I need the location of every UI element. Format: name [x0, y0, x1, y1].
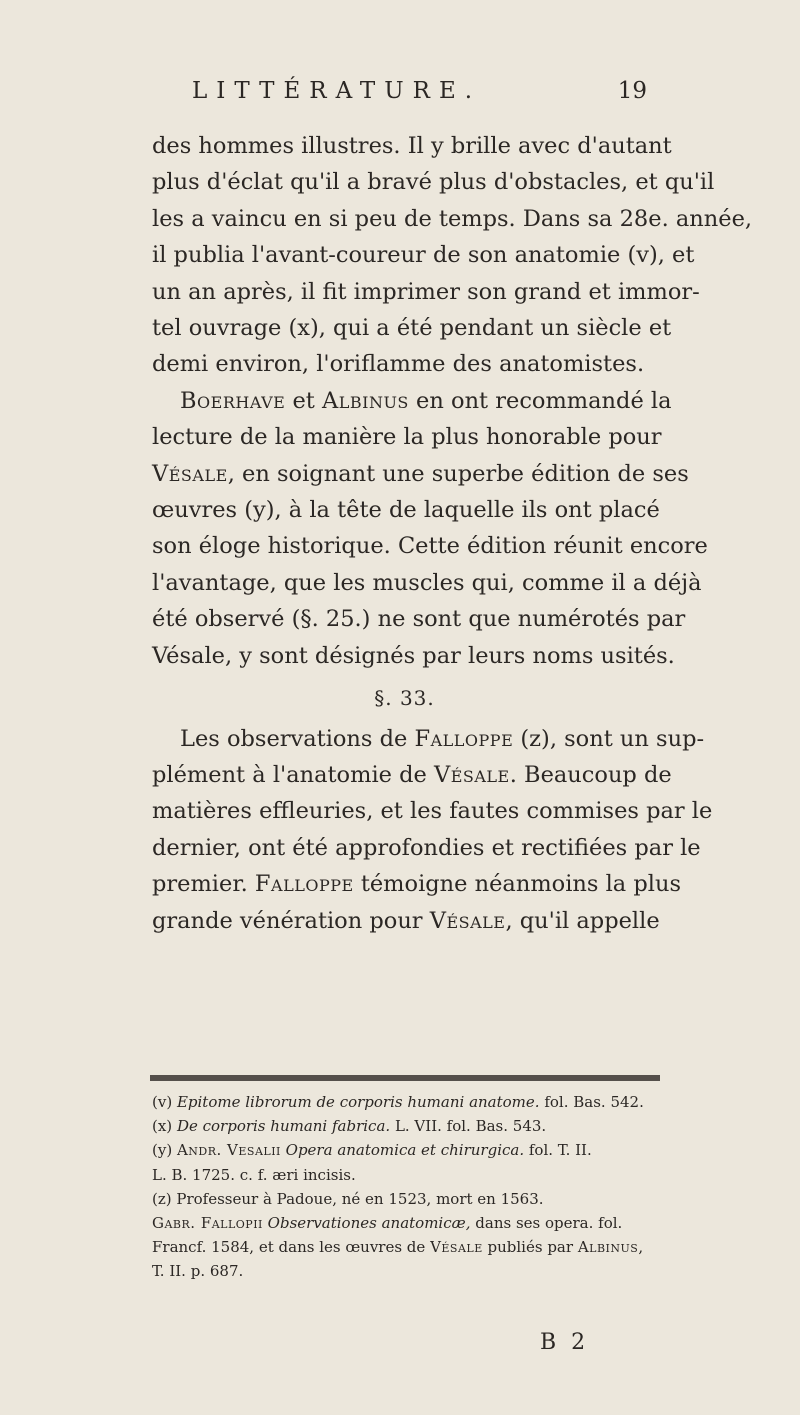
- footnote-title: Epitome librorum de corporis humani anatome.: [176, 1093, 540, 1111]
- page-header: [192, 78, 647, 118]
- text-fragment: Francf. 1584, et dans les œuvres de: [152, 1238, 431, 1257]
- footnote-x: [152, 1114, 657, 1138]
- footnote-title: Opera anatomica et chirurgica.: [280, 1141, 525, 1160]
- text-line: l'avantage, que les muscles qui, comme il a déjà: [152, 569, 702, 596]
- footnote-mark: (y): [152, 1141, 177, 1160]
- text-line: plus d'éclat qu'il a bravé plus d'obstacles, et qu'il: [152, 169, 715, 196]
- text-fragment: , qu'il appelle: [505, 907, 660, 934]
- footnotes: [152, 1090, 657, 1284]
- author-name: Albinus: [322, 387, 409, 414]
- text-line: son éloge historique. Cette édition réunit encore: [152, 533, 708, 560]
- footnote-ref: L. VII. fol. Bas. 543.: [390, 1117, 547, 1136]
- text-line: [152, 757, 672, 793]
- text-line: un an après, il fit imprimer son grand et immor-: [152, 278, 700, 305]
- text-fragment: (z), sont un sup-: [513, 725, 705, 752]
- author-name: Vésale: [429, 907, 506, 934]
- text-line: lecture de la manière la plus honorable pour: [152, 424, 662, 451]
- text-line: dernier, ont été approfondies et rectifiées par le: [152, 834, 701, 861]
- text-line: [152, 866, 681, 902]
- text-line: des hommes illustres. Il y brille avec d'autant: [152, 133, 672, 159]
- author-name: Vésale: [430, 1238, 483, 1257]
- text-fragment: grande vénération pour: [152, 907, 430, 934]
- text-line: demi environ, l'oriflamme des anatomistes.: [152, 351, 645, 378]
- text-fragment: et: [285, 387, 322, 414]
- text-line: œuvres (y), à la tête de laquelle ils ont placé: [152, 497, 660, 524]
- author-name: Albinus: [577, 1238, 639, 1257]
- footnote-divider: [150, 1075, 660, 1081]
- text-line: [152, 456, 689, 492]
- running-title: LITTÉRATURE.: [192, 78, 482, 104]
- text-fragment: plément à l'anatomie de: [152, 761, 434, 788]
- text-fragment: ,: [638, 1238, 644, 1257]
- text-fragment: publiés par: [482, 1238, 578, 1257]
- page-number: 19: [617, 78, 647, 104]
- footnote-author: Andr. Vesalii: [176, 1141, 281, 1160]
- footnote-title: De corporis humani fabrica.: [176, 1117, 391, 1136]
- signature-mark: B 2: [540, 1330, 590, 1355]
- text-fragment: , en soignant une superbe édition de ses: [227, 460, 689, 487]
- footnote-mark: (x): [152, 1117, 177, 1136]
- text-line: matières effleuries, et les fautes commises par le: [152, 798, 713, 825]
- text-line: tel ouvrage (x), qui a été pendant un siècle et: [152, 315, 672, 342]
- text-fragment: . Beaucoup de: [509, 761, 672, 788]
- text-line: [152, 903, 660, 939]
- author-name: Vésale: [152, 460, 228, 487]
- footnote-z-cont: [152, 1211, 657, 1235]
- text-line: Vésale, y sont désignés par leurs noms usités.: [152, 642, 675, 669]
- text-fragment: Les observations de: [180, 725, 415, 752]
- text-line: [152, 383, 672, 419]
- footnote-y: [152, 1138, 657, 1162]
- footnote-z: (z) Professeur à Padoue, né en 1523, mort en 1563.: [152, 1189, 544, 1208]
- text-fragment: témoigne néanmoins la plus: [353, 871, 681, 898]
- footnote-title: Observationes anatomicæ,: [262, 1214, 471, 1233]
- footnote-ref: fol. Bas. 542.: [539, 1093, 644, 1111]
- footnote-ref: dans ses opera. fol.: [470, 1214, 623, 1233]
- text-line: il publia l'avant-coureur de son anatomie (v), et: [152, 242, 695, 269]
- text-fragment: premier.: [152, 871, 255, 898]
- text-line: les a vaincu en si peu de temps. Dans sa 28e. année,: [152, 205, 753, 232]
- section-heading: §. 33.: [374, 686, 435, 711]
- footnote-author: Gabr. Fallopii: [152, 1214, 263, 1233]
- text-line: [152, 721, 705, 757]
- footnote-mark: (v): [152, 1093, 177, 1111]
- footnote-ref: fol. T. II.: [524, 1141, 592, 1160]
- footnote-v: [152, 1090, 657, 1114]
- footnote-z-cont: T. II. p. 687.: [152, 1262, 244, 1281]
- main-text: [152, 128, 753, 939]
- text-line: été observé (§. 25.) ne sont que numérotés par: [152, 606, 686, 633]
- footnote-y-cont: L. B. 1725. c. f. æri incisis.: [152, 1165, 356, 1184]
- text-fragment: en ont recommandé la: [408, 387, 672, 414]
- author-name: Falloppe: [414, 725, 514, 752]
- author-name: Falloppe: [254, 871, 354, 898]
- author-name: Boerhave: [180, 387, 286, 414]
- footnote-z-cont: [152, 1235, 657, 1259]
- author-name: Vésale: [433, 761, 510, 788]
